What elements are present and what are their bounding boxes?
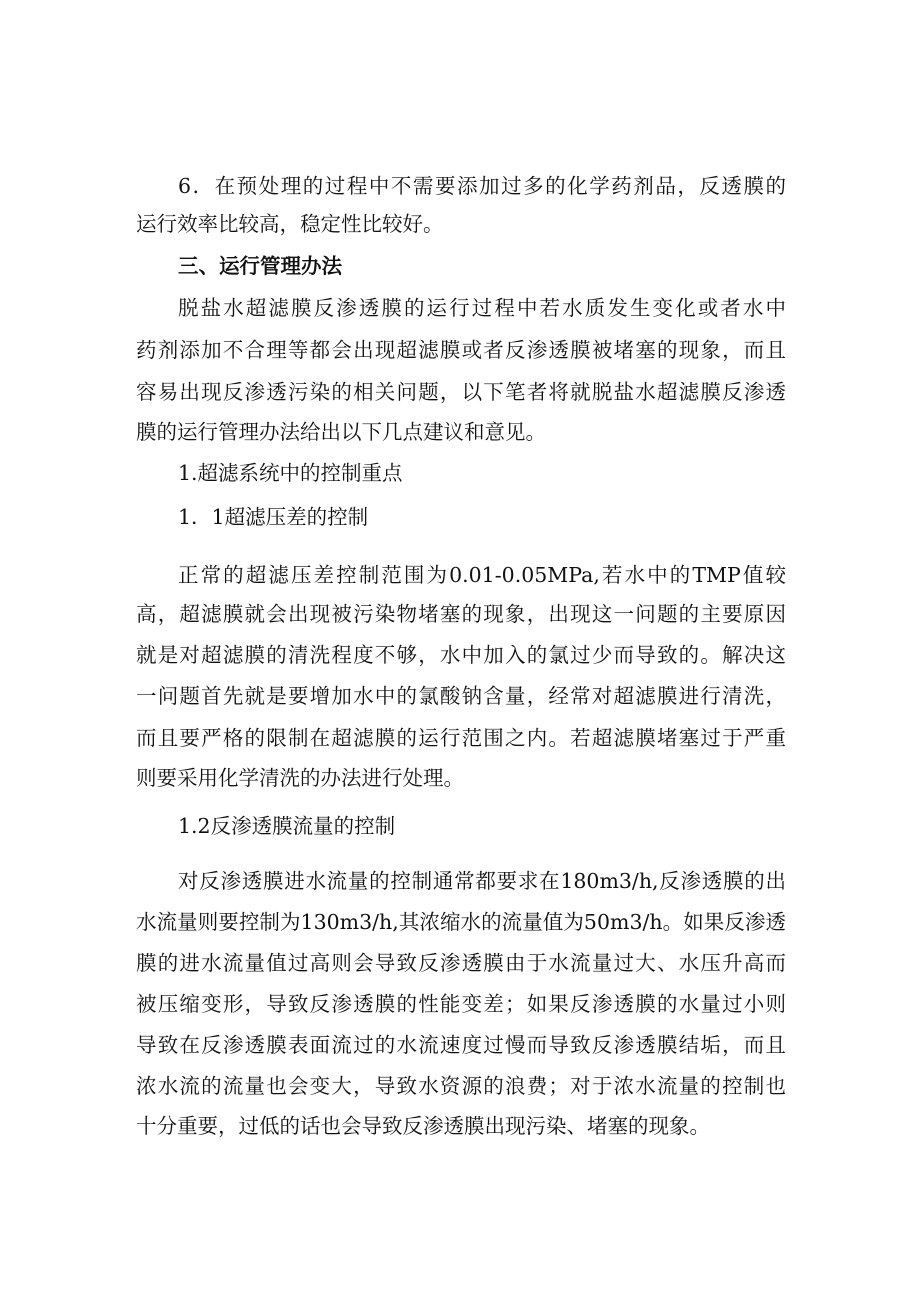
- paragraph-flow-line-6: 浓水流的流量也会变大，导致水资源的浪费；对于浓水流量的控制也: [136, 1074, 786, 1098]
- paragraph-flow-line-4: 被压缩变形，导致反渗透膜的性能变差；如果反渗透膜的水量过小则: [136, 992, 786, 1016]
- paragraph-pressure-line-4: 一问题首先就是要增加水中的氯酸钠含量，经常对超滤膜进行清洗，: [136, 684, 786, 708]
- subheading-1: 1.超滤系统中的控制重点: [178, 461, 403, 485]
- paragraph-intro-line-1: 脱盐水超滤膜反渗透膜的运行过程中若水质发生变化或者水中: [178, 296, 786, 320]
- paragraph-flow-line-5: 导致在反渗透膜表面流过的水流速度过慢而导致反渗透膜结垢，而且: [136, 1033, 786, 1057]
- section-heading: 三、运行管理办法: [178, 254, 342, 278]
- paragraph-pressure-line-5: 而且要严格的限制在超滤膜的运行范围之内。若超滤膜堵塞过于严重: [136, 726, 786, 750]
- paragraph-point6-line-1: 6．在预处理的过程中不需要添加过多的化学药剂品，反透膜的: [178, 174, 786, 198]
- paragraph-pressure-line-6: 则要采用化学清洗的办法进行处理。: [136, 766, 464, 790]
- paragraph-pressure-line-3: 就是对超滤膜的清洗程度不够，水中加入的氯过少而导致的。解决这: [136, 643, 786, 667]
- paragraph-pressure-line-2: 高，超滤膜就会出现被污染物堵塞的现象，出现这一问题的主要原因: [136, 602, 786, 626]
- paragraph-intro-line-2: 药剂添加不合理等都会出现超滤膜或者反渗透膜被堵塞的现象，而且: [136, 338, 786, 362]
- subheading-1-2: 1.2反渗透膜流量的控制: [178, 814, 396, 838]
- paragraph-point6-line-2: 运行效率比较高，稳定性比较好。: [136, 212, 444, 236]
- paragraph-intro-line-4: 膜的运行管理办法给出以下几点建议和意见。: [136, 420, 546, 444]
- paragraph-flow-line-3: 膜的进水流量值过高则会导致反渗透膜由于水流量过大、水压升高而: [136, 951, 786, 975]
- paragraph-flow-line-2: 水流量则要控制为130m3∕h,其浓缩水的流量值为50m3∕h。如果反渗透: [136, 910, 786, 934]
- subheading-1-1: 1．1超滤压差的控制: [178, 505, 369, 529]
- paragraph-intro-line-3: 容易出现反渗透污染的相关问题，以下笔者将就脱盐水超滤膜反渗透: [136, 380, 786, 404]
- paragraph-pressure-line-1: 正常的超滤压差控制范围为0.01-0.05MPa,若水中的TMP值较: [178, 563, 786, 587]
- paragraph-flow-line-7: 十分重要，过低的话也会导致反渗透膜出现污染、堵塞的现象。: [136, 1114, 710, 1138]
- paragraph-flow-line-1: 对反渗透膜进水流量的控制通常都要求在180m3∕h,反渗透膜的出: [178, 869, 786, 893]
